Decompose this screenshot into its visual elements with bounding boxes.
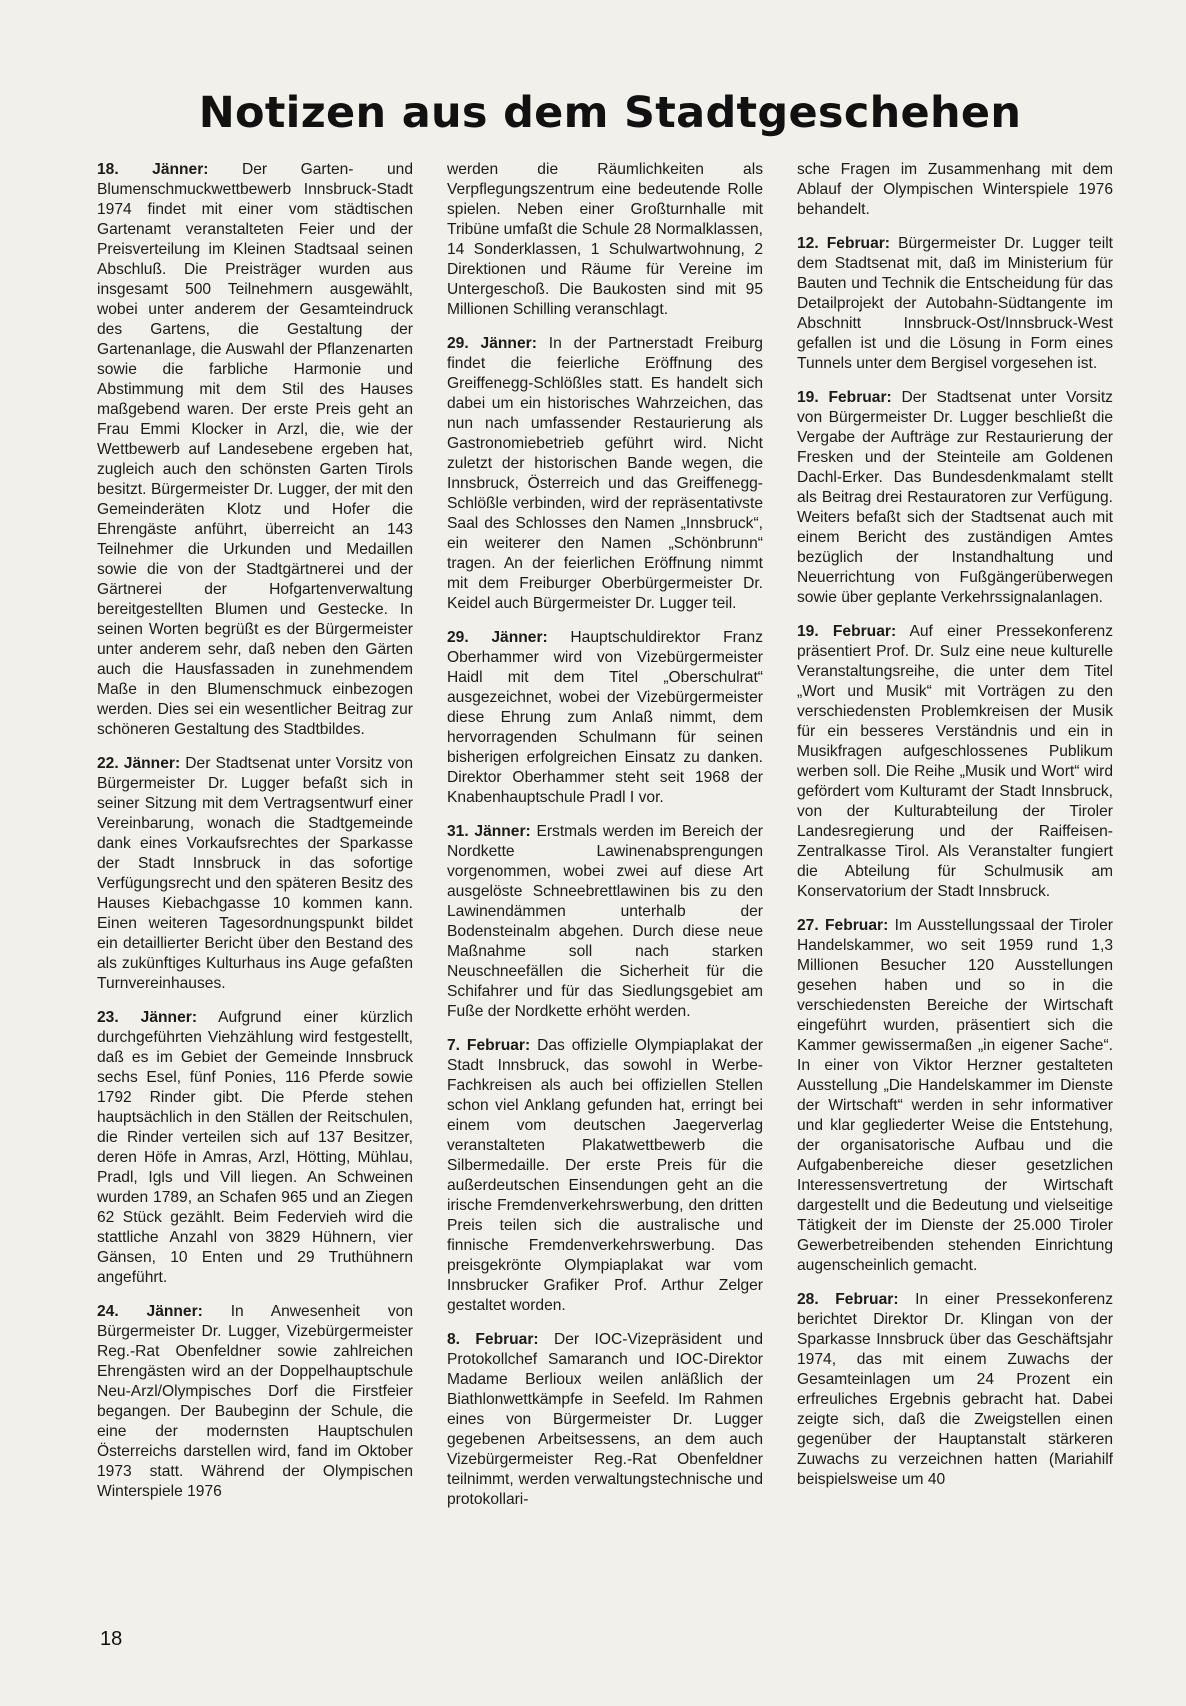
- news-entry: [797, 1290, 1113, 1490]
- entry-text: sche Fragen im Zusammenhang mit dem Ablauf der Olympischen Winterspiele 1976 behandelt.: [797, 161, 1113, 218]
- news-entry: [447, 1036, 763, 1316]
- news-entry: [797, 916, 1113, 1276]
- entry-text: In einer Pressekonferenz berichtet Direktor Dr. Klingan von der Sparkasse Innsbruck über das Geschäftsjahr 1974, das mit einem Zuwachs der Gesamteinlagen um 24 Prozent ein erfreuliches Ergebnis gebracht hat. Dabei zeigte sich, daß die Zweigstellen einen gegenüber der Hauptanstalt stärkeren Zuwachs zu verzeichnen hatten (Mariahilf beispielsweise um 40: [797, 1291, 1113, 1488]
- news-entry: [447, 334, 763, 614]
- page-number: 18: [100, 1628, 123, 1650]
- entry-date: 31. Jänner:: [447, 823, 531, 840]
- entry-text: Der Garten- und Blumenschmuckwettbewerb Innsbruck-Stadt 1974 findet mit einer vom städtischen Gartenamt veranstalteten Feier und der Preisverteilung im Kleinen Stadtsaal seinen Abschluß. Die Preisträger wurden aus insgesamt 500 Teilnehmern ausgewählt, wobei unter anderem der Gesamteindruck des Gartens, die Gestaltung der Gartenanlage, die Auswahl der Pflanzenarten sowie die farbliche Harmonie und Abstimmung mit dem Stil des Hauses maßgebend waren. Der erste Preis geht an Frau Emmi Klocker in Arzl, die, wie der Wettbewerb auf Landesebene ergeben hat, zugleich auch den schönsten Garten Tirols besitzt. Bürgermeister Dr. Lugger, der mit den Gemeinderäten Klotz und Hofer die Ehrengäste anführt, überreicht an 143 Teilnehmer die Urkunden und Medaillen sowie die von der Stadtgärtnerei und der Gärtnerei der Hofgartenverwaltung bereitgestellten Blumen und Gestecke. In seinen Worten begrüßt es der Bürgermeister unter anderem sehr, daß neben den Gärten auch die Hausfassaden in zunehmendem Maße in den Blumenschmuck einbezogen werden. Dies sei ein wesentlicher Beitrag zur schöneren Gestaltung des Stadtbildes.: [97, 161, 413, 738]
- entry-text: Erstmals werden im Bereich der Nordkette Lawinenabsprengungen vorgenommen, wobei zwei auf diese Art ausgelöste Schneebrettlawinen bis zu den Lawinendämmen unterhalb der Bodensteinalm abgehen. Durch diese neue Maßnahme soll nach starken Neuschneefällen die Sicherheit für die Schifahrer und für das Siedlungsgebiet am Fuße der Nordkette erhöht werden.: [447, 823, 763, 1020]
- entry-date: 29. Jänner:: [447, 335, 537, 352]
- news-entry: [97, 1302, 413, 1502]
- entry-date: 19. Februar:: [797, 623, 897, 640]
- entry-text: Bürgermeister Dr. Lugger teilt dem Stadtsenat mit, daß im Ministerium für Bauten und Technik die Entscheidung für das Detailprojekt der Autobahn-Südtangente im Abschnitt Innsbruck-Ost/Innsbruck-West gefallen ist und die Lösung in Form eines Tunnels unter dem Bergisel vorgesehen ist.: [797, 235, 1113, 372]
- news-entry: [797, 388, 1113, 608]
- news-entry: [97, 1008, 413, 1288]
- news-entry: [447, 628, 763, 808]
- entry-text: Der IOC-Vizepräsident und Protokollchef Samaranch und IOC-Direktor Madame Berlioux weilen anläßlich der Biathlonwettkämpfe in Seefeld. Im Rahmen eines von Bürgermeister Dr. Lugger gegebenen Arbeitsessens, an dem auch Vizebürgermeister Reg.-Rat Obenfeldner teilnimmt, werden verwaltungstechnische und protokollari-: [447, 1331, 763, 1508]
- article-column-3: [797, 160, 1113, 1504]
- entry-text: Der Stadtsenat unter Vorsitz von Bürgermeister Dr. Lugger befaßt sich in seiner Sitzung mit dem Vertragsentwurf einer Vereinbarung, wonach die Stadtgemeinde dank eines Vorkaufsrechtes der Sparkasse der Stadt Innsbruck in das sofortige Verfügungsrecht und den späteren Besitz des Hauses Kiebachgasse 10 kommen kann. Einen weiteren Tagesordnungspunkt bildet ein detaillierter Bericht über den Bestand des als zukünftiges Kulturhaus ins Auge gefaßten Turnvereinhauses.: [97, 755, 414, 992]
- entry-date: 8. Februar:: [447, 1331, 539, 1348]
- news-entry: [447, 822, 763, 1022]
- entry-text: Aufgrund einer kürzlich durchgeführten Viehzählung wird festgestellt, daß es im Gebiet der Gemeinde Innsbruck sechs Esel, fünf Ponies, 116 Pferde sowie 1792 Rinder gibt. Die Pferde stehen hauptsächlich in den Ställen der Reitschulen, die Rinder verteilen sich auf 137 Besitzer, deren Höfe in Amras, Arzl, Hötting, Mühlau, Pradl, Igls und Vill liegen. An Schweinen wurden 1789, an Schafen 965 und an Ziegen 62 Stück gezählt. Beim Federvieh wird die stattliche Anzahl von 3829 Hühnern, vier Gänsen, 10 Enten und 29 Truthühnern angeführt.: [97, 1009, 413, 1286]
- entry-date: 29. Jänner:: [447, 629, 548, 646]
- entry-date: 18. Jänner:: [97, 161, 209, 178]
- entry-text: In Anwesenheit von Bürgermeister Dr. Lugger, Vizebürgermeister Reg.-Rat Obenfeldner sowie zahlreichen Ehrengästen wird an der Doppelhauptschule Neu-Arzl/Olympisches Dorf die Firstfeier begangen. Der Baubeginn der Schule, die eine der modernsten Hauptschulen Österreichs darstellen wird, fand im Oktober 1973 statt. Während der Olympischen Winterspiele 1976: [97, 1303, 413, 1500]
- news-entry: [797, 234, 1113, 374]
- entry-text: Im Ausstellungssaal der Tiroler Handelskammer, wo seit 1959 rund 1,3 Millionen Besucher 120 Ausstellungen gesehen haben und so in die verschiedensten Bereiche der Wirtschaft eingeführt wurden, präsentiert sich die Kammer gewissermaßen „in eigener Sache“. In einer von Viktor Herzner gestalteten Ausstellung „Die Handelskammer im Dienste der Wirtschaft“ werden in sehr informativer und klar gegliederter Weise die Entstehung, der organisatorische Aufbau und die Aufgabenbereiche dieser gesetzlichen Interessensvertretung der Wirtschaft dargestellt und die Bedeutung und vielseitige Tätigkeit der im Dienste der 25.000 Tiroler Gewerbetreibenden stehenden Einrichtung augenscheinlich gemacht.: [797, 917, 1113, 1274]
- entry-date: 23. Jänner:: [97, 1009, 198, 1026]
- news-entry: [97, 160, 413, 740]
- article-column-1: [97, 160, 413, 1516]
- entry-text: werden die Räumlichkeiten als Verpflegungszentrum eine bedeutende Rolle spielen. Neben einer Großturnhalle mit Tribüne umfaßt die Schule 28 Normalklassen, 14 Sonderklassen, 1 Schulwartwohnung, 2 Direktionen und Räume für Vereine im Untergeschoß. Die Baukosten sind mit 95 Millionen Schilling veranschlagt.: [447, 161, 763, 318]
- entry-date: 22. Jänner:: [97, 755, 181, 772]
- entry-text: In der Partnerstadt Freiburg findet die feierliche Eröffnung des Greiffenegg-Schlößles statt. Es handelt sich dabei um ein historisches Wahrzeichen, das nun nach umfassender Restaurierung als Gastronomiebetrieb geführt wird. Nicht zuletzt der historischen Bande wegen, die Innsbruck, Österreich und das Greiffenegg-Schlößle verbinden, wird der repräsentativste Saal des Schlosses den Namen „Innsbruck“, ein weiterer den Namen „Schönbrunn“ tragen. An der feierlichen Eröffnung nimmt mit dem Freiburger Oberbürgermeister Dr. Keidel auch Bürgermeister Dr. Lugger teil.: [447, 335, 763, 612]
- news-entry-continued: [447, 160, 763, 320]
- page-title: Notizen aus dem Stadtgeschehen: [198, 88, 1022, 138]
- news-entry: [97, 754, 413, 994]
- news-entry-continued: [797, 160, 1113, 220]
- entry-date: 7. Februar:: [447, 1037, 531, 1054]
- entry-date: 27. Februar:: [797, 917, 889, 934]
- entry-date: 24. Jänner:: [97, 1303, 203, 1320]
- entry-date: 19. Februar:: [797, 389, 892, 406]
- entry-text: Hauptschuldirektor Franz Oberhammer wird von Vizebürgermeister Haidl mit dem Titel „Oberschulrat“ ausgezeichnet, wobei der Vizebürgermeister diese Ehrung zum Anlaß nimmt, dem hervorragenden Schulmann für seinen bisherigen erfolgreichen Einsatz zu danken. Direktor Oberhammer steht seit 1968 der Knabenhauptschule Pradl I vor.: [447, 629, 763, 806]
- news-entry: [447, 1330, 763, 1510]
- entry-text: Der Stadtsenat unter Vorsitz von Bürgermeister Dr. Lugger beschließt die Vergabe der Aufträge zur Restaurierung der Fresken und der Steinteile am Goldenen Dachl-Erker. Das Bundesdenkmalamt stellt als Beitrag drei Restauratoren zur Verfügung. Weiters befaßt sich der Stadtsenat auch mit einem Bericht des zuständigen Amtes bezüglich der Instandhaltung und Neuerrichtung von Fußgängerüberwegen sowie über geplante Verkehrssignalanlagen.: [797, 389, 1113, 606]
- entry-date: 28. Februar:: [797, 1291, 899, 1308]
- entry-date: 12. Februar:: [797, 235, 891, 252]
- news-entry: [797, 622, 1113, 902]
- entry-text: Das offizielle Olympiaplakat der Stadt Innsbruck, das sowohl in Werbe-Fachkreisen als auch bei offiziellen Stellen schon viel Anklang gefunden hat, erringt bei einem vom deutschen Jaegerverlag veranstalteten Plakatwettbewerb die Silbermedaille. Der erste Preis für die außerdeutschen Einsendungen geht an die irische Fremdenverkehrswerbung, den dritten Preis teilen sich die australische und finnische Fremdenverkehrswerbung. Das preisgekrönte Olympiaplakat war vom Innsbrucker Grafiker Prof. Arthur Zelger gestaltet worden.: [447, 1037, 763, 1314]
- article-column-2: [447, 160, 763, 1524]
- entry-text: Auf einer Pressekonferenz präsentiert Prof. Dr. Sulz eine neue kulturelle Veranstaltungsreihe, die unter dem Titel „Wort und Musik“ mit Vorträgen zu den verschiedensten Problemkreisen der Musik für ein besseres Verständnis und ein in Musikfragen aufgeschlossenes Publikum werben soll. Die Reihe „Musik und Wort“ wird gefördert vom Kulturamt der Stadt Innsbruck, von der Kulturabteilung der Tiroler Landesregierung und der Raiffeisen-Zentralkasse Tirol. Als Veranstalter fungiert die Abteilung für Schulmusik am Konservatorium der Stadt Innsbruck.: [797, 623, 1113, 900]
